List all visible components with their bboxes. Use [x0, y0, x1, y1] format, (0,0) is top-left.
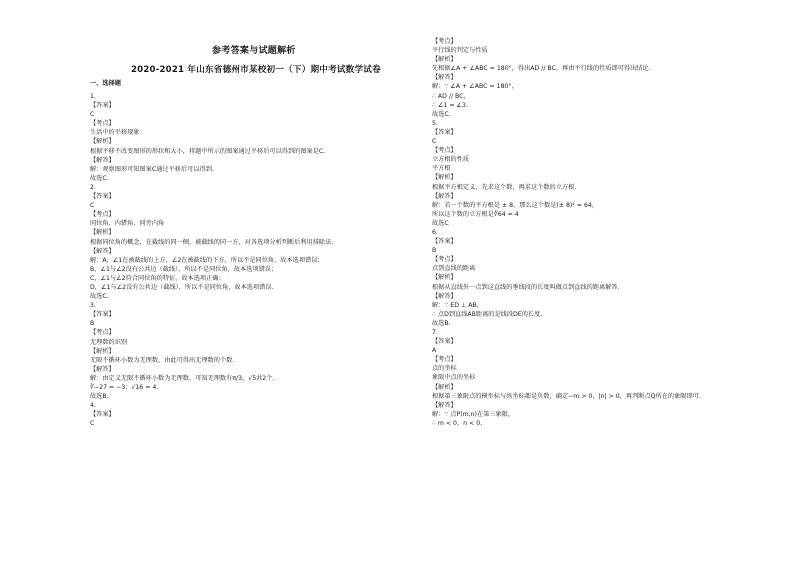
text-line: ∴ AD // BC，: [432, 92, 470, 100]
text-line: 解：A，∠1在被截线的上方，∠2在被截线的下方，所以不是同位角，故本选项错误；: [90, 256, 324, 264]
text-line: 【答案】: [90, 411, 115, 419]
text-line: 【解答】: [90, 247, 115, 255]
text-line: 故选C.: [90, 293, 109, 301]
text-line: 【考点】: [432, 147, 457, 155]
text-line: 【答案】: [432, 238, 457, 246]
text-line: 先根据∠A + ∠ABC = 180°，得出AD // BC，再由平行线的性质即可得出结论.: [432, 65, 651, 73]
text-line: 故选C: [432, 219, 449, 227]
text-line: 解：若一个数的平方根是 ± 8，那么这个数是(± 8)² = 64，: [432, 201, 599, 209]
text-line: 【考点】: [90, 120, 115, 128]
text-line: 【考点】: [432, 356, 457, 364]
document-title: 参考答案与试题解析: [212, 46, 296, 56]
text-line: C: [90, 202, 95, 210]
text-line: 点的坐标: [432, 365, 457, 373]
text-line: 故选B.: [90, 393, 109, 401]
text-line: 【解答】: [90, 365, 115, 373]
left-column: [90, 92, 390, 428]
text-line: 根据同位角的概念，在截线的同一侧，被截线的同一方，对各选项分析判断后利用排除法.: [90, 238, 334, 246]
text-line: 根据平移不改变图形的形状和大小，将题中所示的图案通过平移后可以得到的图案是C.: [90, 147, 326, 155]
text-line: 象限中点的坐标: [432, 374, 476, 382]
text-line: 【解答】: [432, 192, 457, 200]
text-line: B: [432, 247, 437, 255]
text-line: 平方根: [432, 165, 451, 173]
text-line: 无限不循环小数为无理数，由此可得出无理数的个数.: [90, 356, 235, 364]
text-line: 故选C.: [432, 110, 451, 118]
text-line: 【考点】: [90, 329, 115, 337]
text-line: 解：由定义无限不循环小数为无理数，可知无理数有π/3，√5共2个.: [90, 374, 275, 382]
text-line: 3.: [90, 302, 96, 310]
right-column: [432, 37, 732, 428]
text-line: 解：∵ ∠A + ∠ABC = 180°，: [432, 83, 518, 91]
text-line: 【解析】: [432, 383, 457, 391]
text-line: 所以这个数的立方根是∛64 = 4: [432, 210, 519, 218]
text-line: 【解析】: [90, 229, 115, 237]
text-line: 【考点】: [90, 211, 115, 219]
text-line: 【答案】: [90, 102, 115, 110]
text-line: 【解答】: [432, 401, 457, 409]
text-line: 2.: [90, 183, 96, 191]
text-line: 4.: [90, 402, 96, 410]
text-line: 【答案】: [90, 193, 115, 201]
text-line: 点到直线的距离: [432, 265, 476, 273]
text-line: 解：∵ ED ⊥ AB，: [432, 301, 483, 309]
text-line: 【考点】: [432, 256, 457, 264]
text-line: ∛−27 = −3；√16 = 4.: [90, 384, 159, 391]
text-line: ∴ ∠1 = ∠3.: [432, 101, 468, 109]
text-line: 解：观察图形可知图案C通过平移后可以得到.: [90, 165, 214, 173]
text-line: 生活中的平移现象: [90, 129, 140, 137]
text-line: 平行线的判定与性质: [432, 47, 488, 55]
text-line: 同位角、内错角、同旁内角: [90, 220, 165, 228]
text-line: 根据从直线外一点到这直线的垂线段的长度叫做点到直线的距离解答.: [432, 283, 620, 291]
text-line: C: [90, 111, 95, 119]
text-line: 【解答】: [432, 292, 457, 300]
text-line: 【解析】: [432, 56, 457, 64]
text-line: B，∠1与∠2没有公共边（截线），所以不是同位角，故本选项错误；: [90, 265, 278, 273]
text-line: 故选C.: [90, 174, 109, 182]
text-line: 【答案】: [432, 128, 457, 136]
text-line: 立方根的性质: [432, 156, 470, 164]
text-line: 【答案】: [432, 338, 457, 346]
text-line: 7.: [432, 329, 438, 336]
text-line: B: [90, 320, 95, 328]
section-heading: 一、选择题: [90, 80, 121, 87]
text-line: 【解析】: [432, 174, 457, 182]
text-line: 【考点】: [432, 38, 457, 45]
text-line: ∴ 点D到直线AB距离的是线段DE的长度.: [432, 310, 543, 318]
text-line: 6.: [432, 228, 438, 236]
text-line: 5.: [432, 119, 438, 127]
document-subtitle: 2020-2021 年山东省德州市某校初一（下）期中考试数学试卷: [131, 65, 381, 75]
text-line: 【解析】: [90, 138, 115, 146]
text-line: A: [432, 347, 437, 355]
text-line: 【解析】: [432, 274, 457, 282]
text-line: D，∠1与∠2没有公共边（截线），所以不是同位角，故本选项错误.: [90, 283, 274, 291]
text-line: ∴ m < 0，n < 0，: [432, 419, 487, 427]
text-line: 无理数的识别: [90, 338, 128, 346]
text-line: C: [432, 138, 437, 146]
text-line: 根据第三象限点的横坐标与纵坐标都是负数，确定−m > 0，|n| > 0，再判断点Q所在的象限即可.: [432, 392, 701, 400]
text-line: 解：∵ 点P(m,n)在第三象限，: [432, 410, 515, 418]
text-line: 【解答】: [432, 74, 457, 82]
text-line: 1.: [90, 93, 96, 100]
text-line: 【解答】: [90, 156, 115, 164]
text-line: 【答案】: [90, 311, 115, 319]
text-line: 【解析】: [90, 347, 115, 355]
text-line: C: [90, 420, 95, 428]
text-line: 故选B.: [432, 319, 451, 327]
text-line: C，∠1与∠2符合同位角的特征，故本选项正确；: [90, 274, 225, 282]
text-line: 根据平方根定义，先求这个数，再求这个数的立方根.: [432, 183, 577, 191]
